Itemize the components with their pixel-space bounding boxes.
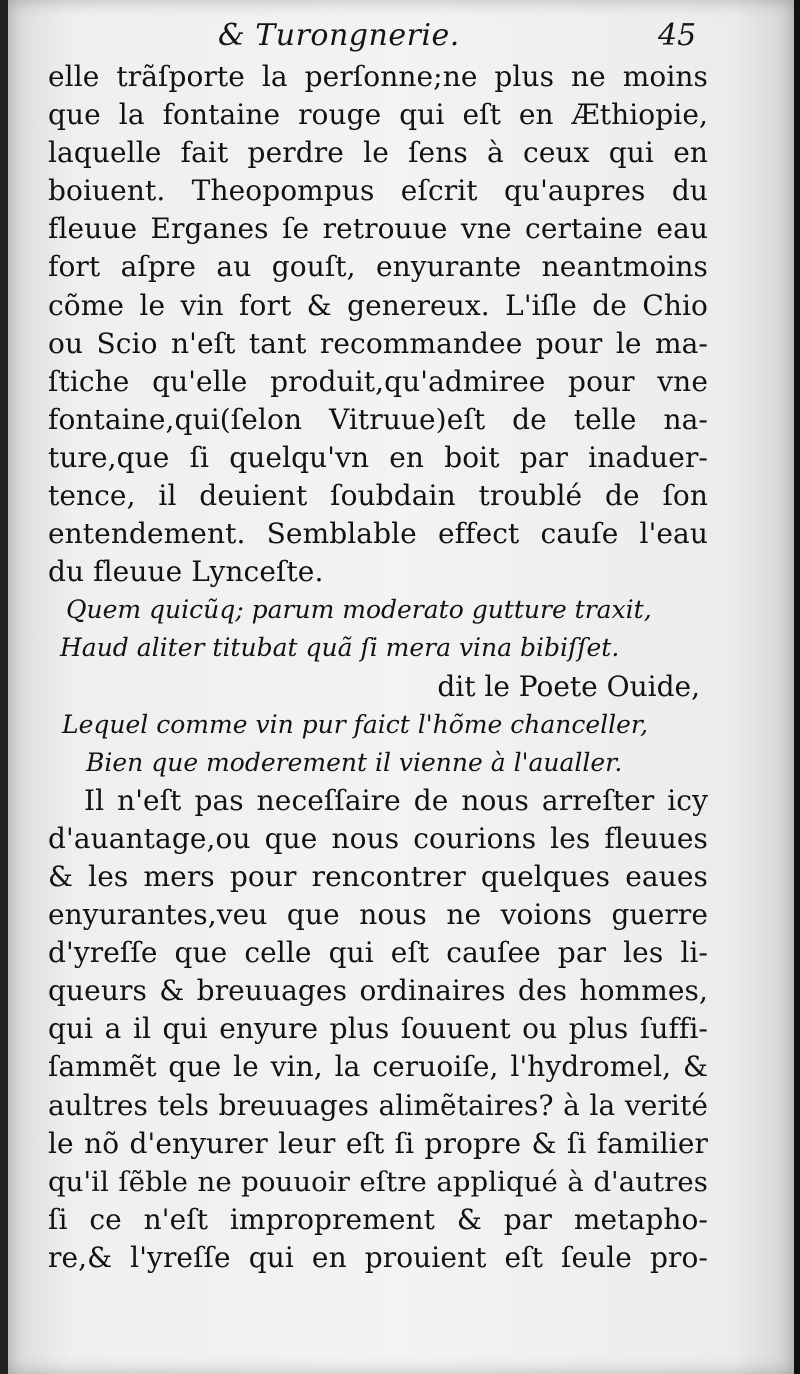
text-line: fleuue Erganes ſe retrouue vne certaine eau — [48, 212, 708, 246]
text-line: tence, il deuient ſoubdain troublé de ſon — [48, 479, 708, 513]
text-line: le nõ d'enyurer leur eſt ſi propre & ſi familier — [48, 1126, 708, 1160]
text-line: d'auantage,ou que nous courions les fleuues — [48, 821, 708, 855]
text-line: elle trãſporte la perſonne;ne plus ne moins — [48, 60, 708, 93]
text-line: re,& l'yreſſe qui en prouient eſt ſeule pro- — [48, 1240, 708, 1274]
text-line: ſammẽt que le vin, la ceruoiſe, l'hydromel, & — [48, 1050, 708, 1084]
verse-line: Bien que moderement il vienne à l'aualler. — [86, 747, 623, 777]
book-page — [8, 0, 794, 1374]
verse-line: Quem quicũq; parum moderato gutture traxit, — [66, 595, 652, 625]
text-line: qu'il ſẽble ne pouuoir eſtre appliqué à d'autres — [48, 1165, 708, 1198]
text-line: ſi ce n'eſt improprement & par metapho- — [48, 1202, 708, 1236]
page-number: 45 — [658, 18, 697, 53]
text-line: ou Scio n'eſt tant recommandee pour le ma- — [48, 326, 708, 360]
verse-line: Lequel comme vin pur faict l'hõme chanceller, — [62, 709, 649, 739]
text-block — [48, 58, 708, 1277]
latin-verse — [48, 591, 708, 667]
text-line: fontaine,qui(ſelon Vitruue)eſt de telle na- — [48, 402, 708, 436]
french-verse — [48, 706, 708, 782]
text-line: qui a il qui enyure plus ſouuent ou plus ſuffi- — [48, 1012, 708, 1046]
running-head: & Turongnerie. — [218, 18, 460, 53]
paragraph-1 — [48, 58, 708, 591]
text-line: enyurantes,veu que nous ne voions guerre — [48, 898, 708, 932]
text-line: ſtiche qu'elle produit,qu'admiree pour vne — [48, 364, 708, 398]
verse-line: Haud aliter titubat quã ſi mera vina bibiſſet. — [60, 633, 620, 663]
text-line: fort aſpre au gouſt, enyurante neantmoins — [48, 250, 708, 284]
text-line: Il n'eſt pas neceſſaire de nous arreſter icy — [84, 783, 708, 817]
text-line: aultres tels breuuages alimẽtaires? à la verité — [48, 1088, 708, 1122]
text-line: ture,que ſi quelqu'vn en boit par inaduer- — [48, 440, 708, 474]
text-line: que la fontaine rouge qui eſt en Æthiopie, — [48, 98, 708, 132]
paragraph-2 — [48, 782, 708, 1277]
text-line: boiuent. Theopompus eſcrit qu'aupres du — [48, 174, 708, 208]
text-line: cõme le vin fort & genereux. L'iſle de Chio — [48, 288, 708, 322]
text-line: laquelle fait perdre le ſens à ceux qui en — [48, 136, 708, 170]
verse-attribution: dit le Poete Ouide, — [437, 669, 700, 703]
left-page-edge — [0, 0, 8, 1374]
text-line: entendement. Semblable effect cauſe l'eau — [48, 517, 708, 551]
text-line: queurs & breuuages ordinaires des hommes, — [48, 974, 708, 1008]
page-header — [8, 14, 794, 54]
text-line: du fleuue Lynceſte. — [48, 555, 324, 589]
text-line: & les mers pour rencontrer quelques eaues — [48, 859, 708, 893]
text-line: d'yreſſe que celle qui eſt cauſee par les li- — [48, 936, 708, 970]
